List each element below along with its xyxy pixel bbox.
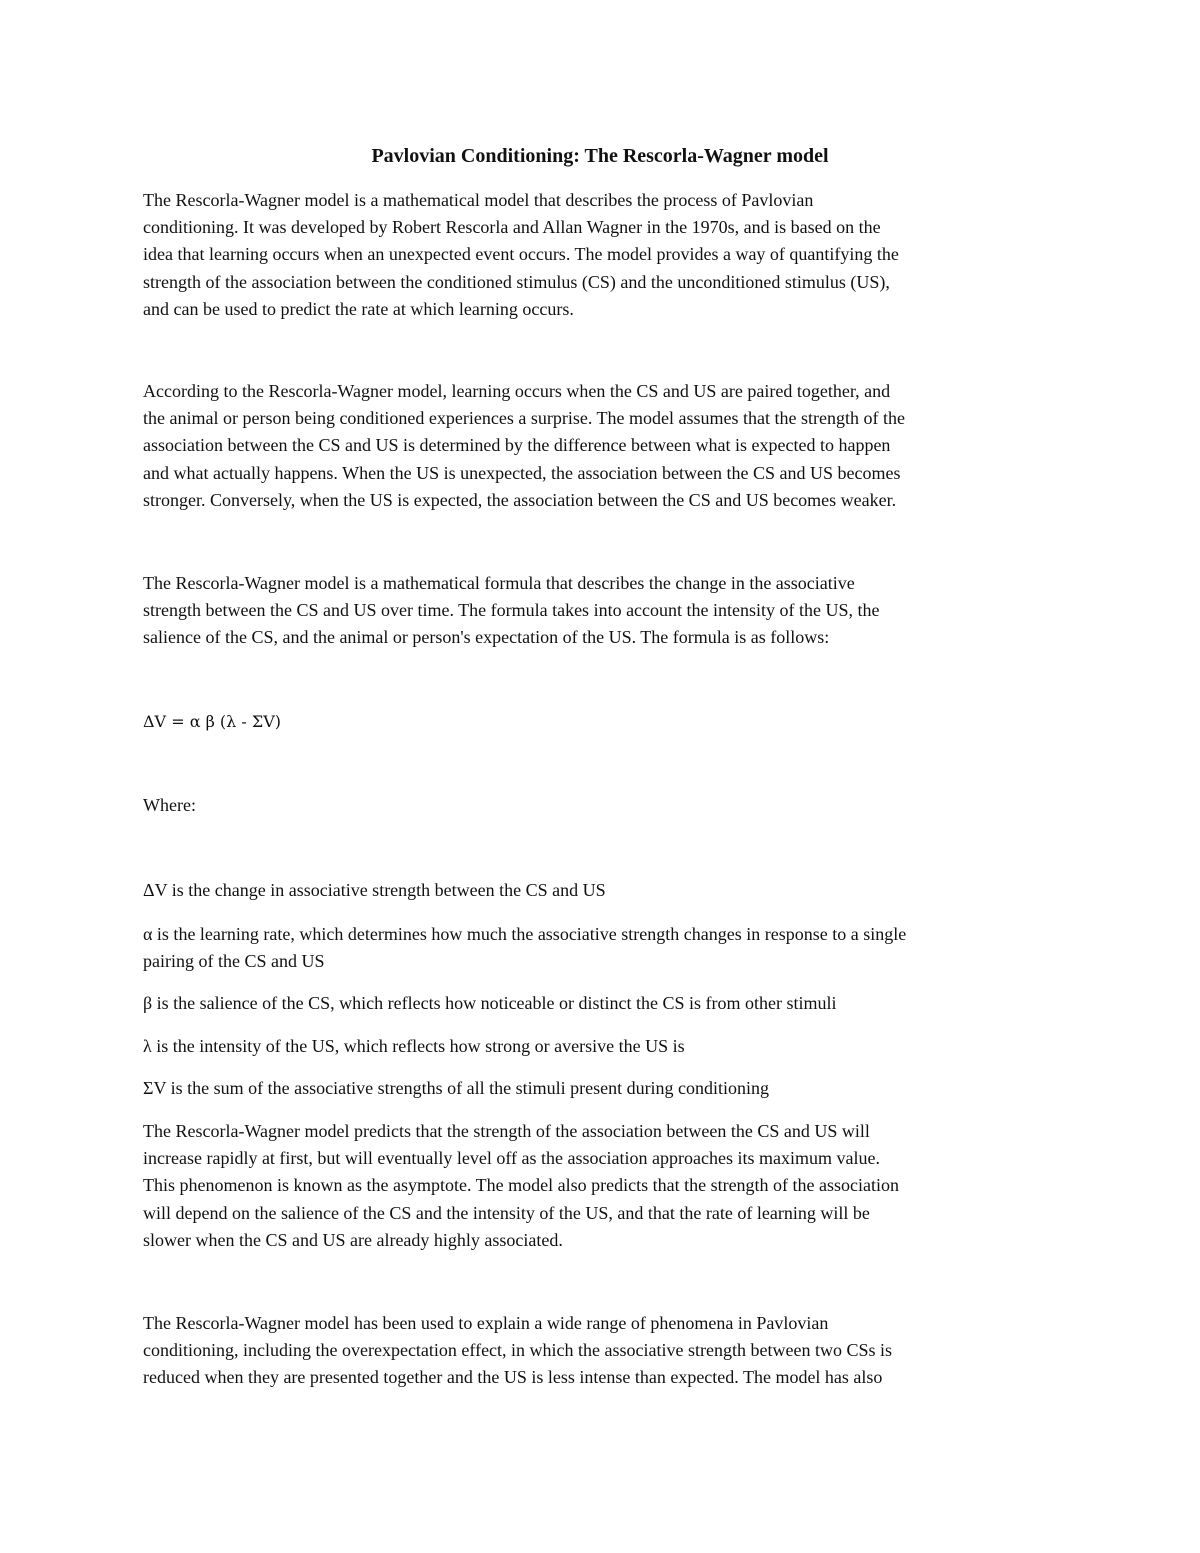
paragraph-line: The Rescorla-Wagner model is a mathematical model that describes the process of Pavlovian bbox=[143, 190, 814, 210]
paragraph-formula-intro bbox=[143, 570, 1063, 652]
where-label bbox=[143, 792, 1063, 819]
definition-line: α is the learning rate, which determines how much the associative strength changes in response to a single bbox=[143, 924, 907, 944]
definition-lambda bbox=[143, 1033, 1063, 1060]
definition-delta-v bbox=[143, 877, 1063, 904]
paragraph-line: association between the CS and US is determined by the difference between what is expected to happen bbox=[143, 435, 891, 456]
paragraph-line: the animal or person being conditioned experiences a surprise. The model assumes that the strength of the bbox=[143, 408, 905, 429]
paragraph-intro bbox=[143, 187, 1063, 323]
paragraph-line: strength of the association between the conditioned stimulus (CS) and the unconditioned stimulus (US), bbox=[143, 271, 890, 292]
formula bbox=[143, 708, 1063, 735]
definition-sigma-v bbox=[143, 1075, 1063, 1102]
definition-line: ΔV is the change in associative strength between the CS and US bbox=[143, 880, 606, 900]
paragraph-line: The Rescorla-Wagner model predicts that the strength of the association between the CS and US will bbox=[143, 1121, 870, 1141]
paragraph-line: The Rescorla-Wagner model has been used to explain a wide range of phenomena in Pavlovian bbox=[143, 1313, 829, 1333]
definition-alpha bbox=[143, 921, 1063, 975]
definition-line: pairing of the CS and US bbox=[143, 951, 325, 972]
paragraph-line: stronger. Conversely, when the US is expected, the association between the CS and US becomes weaker. bbox=[143, 489, 897, 510]
paragraph-line: increase rapidly at first, but will eventually level off as the association approaches its maximum value. bbox=[143, 1148, 880, 1169]
paragraph-line: idea that learning occurs when an unexpected event occurs. The model provides a way of quantifying the bbox=[143, 244, 899, 265]
definition-line: ΣV is the sum of the associative strengths of all the stimuli present during conditioning bbox=[143, 1078, 770, 1098]
paragraph-applications bbox=[143, 1310, 1063, 1392]
paragraph-surprise bbox=[143, 378, 1063, 514]
paragraph-line: conditioning. It was developed by Robert Rescorla and Allan Wagner in the 1970s, and is based on the bbox=[143, 217, 881, 238]
formula-text: ΔV = α β (λ - ΣV) bbox=[143, 712, 281, 731]
paragraph-line: According to the Rescorla-Wagner model, learning occurs when the CS and US are paired together, and bbox=[143, 381, 891, 401]
definition-beta bbox=[143, 990, 1063, 1017]
document-title: Pavlovian Conditioning: The Rescorla-Wagner model bbox=[371, 145, 829, 167]
paragraph-line: will depend on the salience of the CS and the intensity of the US, and that the rate of learning will be bbox=[143, 1202, 870, 1223]
paragraph-line: and can be used to predict the rate at which learning occurs. bbox=[143, 298, 574, 319]
paragraph-line: reduced when they are presented together and the US is less intense than expected. The model has also bbox=[143, 1367, 883, 1388]
paragraph-line: salience of the CS, and the animal or person's expectation of the US. The formula is as follows: bbox=[143, 627, 830, 648]
paragraph-line: conditioning, including the overexpectation effect, in which the associative strength between two CSs is bbox=[143, 1340, 892, 1361]
paragraph-line: slower when the CS and US are already highly associated. bbox=[143, 1229, 563, 1250]
where-text: Where: bbox=[143, 795, 196, 815]
paragraph-line: and what actually happens. When the US is unexpected, the association between the CS and US becomes bbox=[143, 462, 901, 483]
paragraph-line: strength between the CS and US over time. The formula takes into account the intensity of the US, the bbox=[143, 600, 880, 621]
paragraph-predictions bbox=[143, 1118, 1063, 1254]
definition-line: λ is the intensity of the US, which reflects how strong or aversive the US is bbox=[143, 1036, 685, 1056]
paragraph-line: The Rescorla-Wagner model is a mathematical formula that describes the change in the associative bbox=[143, 573, 855, 593]
paragraph-line: This phenomenon is known as the asymptote. The model also predicts that the strength of the association bbox=[143, 1175, 900, 1196]
definition-line: β is the salience of the CS, which reflects how noticeable or distinct the CS is from other stimuli bbox=[143, 993, 837, 1013]
